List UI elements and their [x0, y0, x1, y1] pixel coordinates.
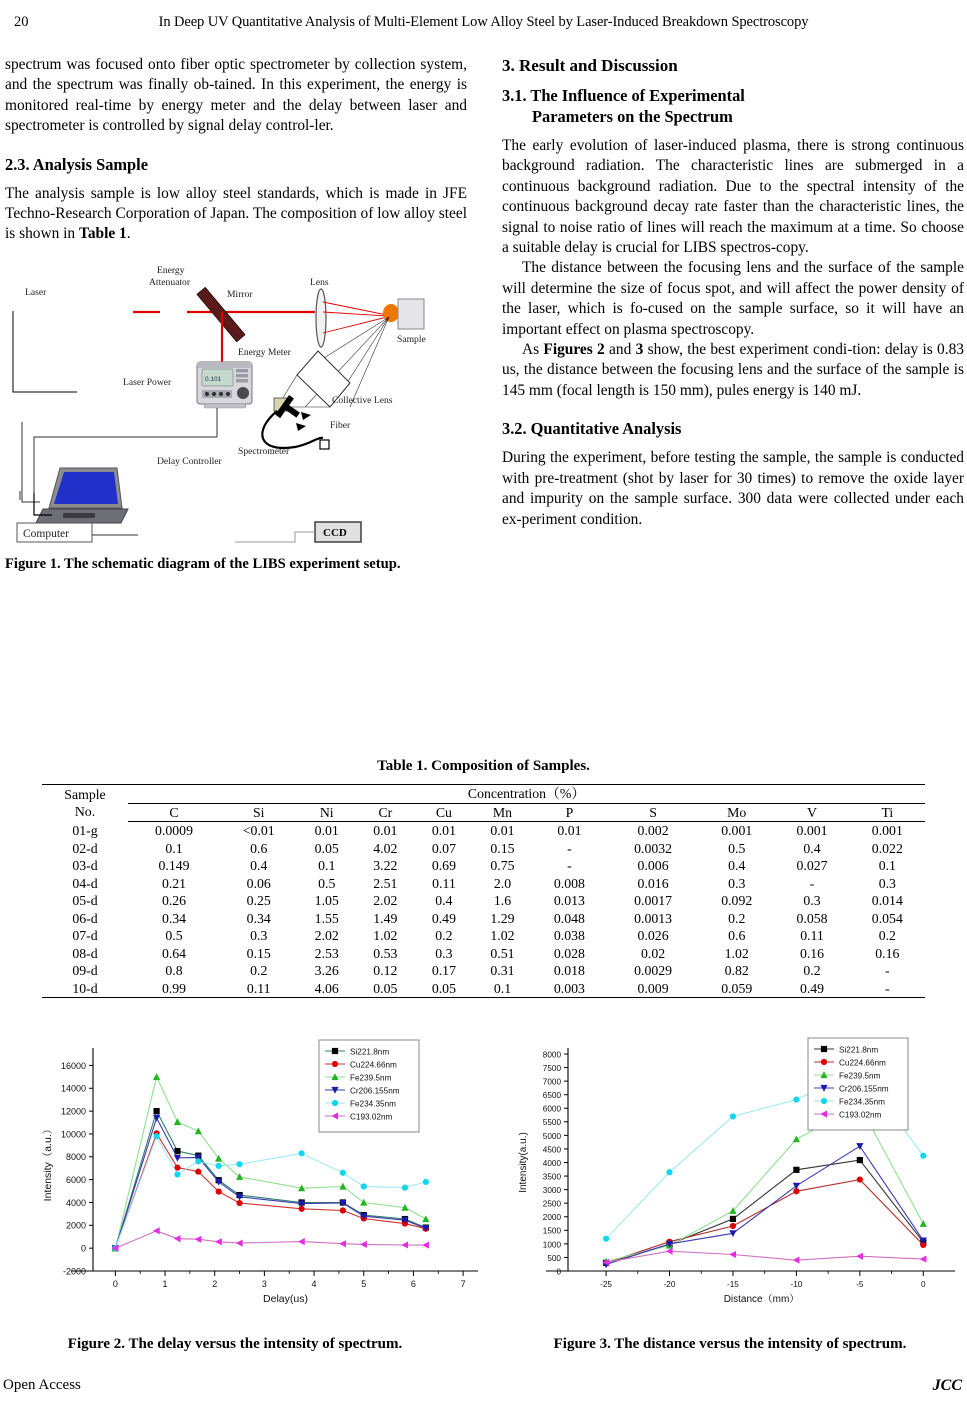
label-collective-lens: Collective Lens [332, 394, 393, 406]
x-tick-label: 7 [460, 1279, 466, 1289]
cell-S: 0.026 [637, 928, 669, 943]
table-row [42, 840, 925, 858]
data-point-marker [216, 1163, 222, 1169]
sample-block [398, 299, 424, 329]
right-column [502, 55, 964, 530]
y-tick-label: 5000 [542, 1131, 561, 1141]
table-1-block [42, 758, 925, 998]
heading-2-3: 2.3. Analysis Sample [5, 154, 148, 174]
cell-C: 0.34 [161, 910, 187, 926]
label-sample: Sample [397, 333, 426, 345]
legend-entry-label: Si221.8nm [839, 1045, 879, 1055]
col-header-V: V [774, 803, 849, 822]
cell-Ti: - [885, 963, 890, 978]
cell-S: 0.006 [637, 858, 669, 873]
cell-P: - [567, 858, 572, 873]
figure-1-caption: Figure 1. The schematic diagram of the LIBS experiment setup. [5, 555, 401, 572]
figure-3-caption: Figure 3. The distance versus the intensity of spectrum. [553, 1336, 907, 1352]
table-row [42, 857, 925, 875]
cell-P: 0.01 [557, 823, 582, 838]
cell-Cr: 3.22 [373, 858, 398, 873]
paragraph-2-3 [5, 184, 467, 245]
heading-3: 3. Result and Discussion [502, 56, 678, 75]
x-tick-label: -20 [663, 1280, 676, 1289]
legend-entry-label: Fe234.35nm [839, 1097, 885, 1107]
label-ccd: CCD [323, 526, 347, 539]
chart-svg [512, 1026, 967, 1321]
col-header-Ni: Ni [297, 803, 356, 822]
y-tick-label: 2500 [542, 1199, 561, 1209]
cell-Si: 0.2 [250, 963, 268, 978]
y-tick-label: 3000 [542, 1186, 561, 1196]
libs-setup-diagram [5, 255, 467, 550]
cell-P: 0.013 [553, 893, 585, 908]
table-row [42, 962, 925, 980]
paragraph-3-1-c-post: show, the best experiment condi-tion: delay is 0.83 us, the distance between the focusing lens and the surface of the sample is 145 mm (focal length is 150 mm), pules energy is 140 mJ. [502, 341, 964, 399]
y-tick-label: 4500 [542, 1145, 561, 1155]
cell-sample-no: 04-d [72, 875, 98, 891]
cell-Cr: 2.02 [373, 893, 398, 908]
cell-Ti: 0.022 [871, 840, 903, 856]
y-tick-label: 3500 [542, 1172, 561, 1182]
x-tick-label: 0 [112, 1279, 118, 1289]
label-energy-attenuator-1: Energy [157, 264, 185, 276]
heading-3-1-line2: Parameters on the Spectrum [532, 107, 733, 126]
figure-2-caption: Figure 2. The delay versus the intensity of spectrum. [67, 1336, 403, 1352]
cell-Ni: 4.06 [297, 980, 356, 998]
cell-C: 0.21 [161, 875, 187, 891]
y-tick-label: 4000 [65, 1197, 86, 1208]
x-axis-label: Distance（mm） [723, 1294, 800, 1305]
data-point-marker [821, 1046, 827, 1052]
x-tick-label: 0 [920, 1280, 926, 1289]
cell-Cr: 0.05 [356, 980, 415, 998]
y-tick-label: 8000 [65, 1152, 86, 1163]
cell-Cu: 0.4 [435, 893, 453, 908]
x-tick-label: 6 [410, 1279, 416, 1289]
meter-reading: 0.101 [205, 375, 222, 383]
cell-S: 0.0013 [634, 910, 673, 926]
label-lens: Lens [310, 276, 329, 288]
focusing-lens [316, 289, 326, 347]
table-row [42, 875, 925, 893]
legend-entry-label: C193.02nm [839, 1110, 882, 1120]
cell-Si: 0.6 [250, 840, 268, 856]
cell-sample-no: 05-d [72, 893, 98, 908]
cell-sample-no: 06-d [72, 910, 98, 926]
cell-Ni: 0.1 [318, 858, 336, 873]
cell-V: 0.2 [803, 963, 821, 978]
cell-Ti: 0.054 [871, 910, 903, 926]
data-point-marker [857, 1157, 863, 1163]
y-tick-label: 0 [556, 1267, 561, 1277]
legend-entry-label: Cr206.155nm [839, 1084, 889, 1094]
cell-V: 0.11 [800, 928, 824, 943]
cell-Ni: 1.05 [314, 893, 339, 908]
cell-Ti: 0.001 [871, 823, 903, 838]
cell-P: 0.003 [532, 980, 607, 998]
y-tick-label: 500 [547, 1253, 561, 1263]
cell-Ni: 2.53 [314, 945, 339, 961]
col-header-Mo: Mo [699, 803, 774, 822]
paragraph-2-3-text: The analysis sample is low alloy steel standards, which is made in JFE Techno-Research Corporation of Japan. The composition of low alloy steel is shown in Table 1. [5, 184, 467, 243]
y-tick-label: 10000 [60, 1129, 86, 1140]
col-header-Cu: Cu [415, 803, 474, 822]
cell-Mn: 0.75 [490, 858, 515, 873]
y-tick-label: 2000 [65, 1220, 86, 1231]
cell-Ni: 1.55 [314, 910, 339, 926]
cell-Ni: 0.5 [318, 875, 336, 891]
cell-Si: 0.4 [250, 858, 268, 873]
cell-Si: 0.3 [250, 928, 268, 943]
table-row [42, 980, 925, 998]
table-row [42, 892, 925, 910]
cell-Mo: 0.5 [728, 840, 746, 856]
cell-Si: 0.11 [220, 980, 297, 998]
table-1-title: Table 1. Composition of Samples. [377, 758, 590, 774]
x-axis-label: Delay(us) [263, 1293, 308, 1305]
figure-1-schematic [5, 255, 467, 555]
data-point-marker [793, 1096, 799, 1102]
cell-Si: 0.25 [246, 893, 271, 908]
cell-Mo: 0.4 [728, 858, 746, 873]
label-laser-power: Laser Power [123, 376, 172, 388]
legend-entry-label: Cu224.66nm [350, 1060, 397, 1070]
left-column [5, 55, 467, 574]
legend-entry-label: Si221.8nm [350, 1047, 390, 1057]
cell-Mo: 0.092 [721, 893, 753, 908]
legend-entry-label: Fe234.35nm [350, 1099, 396, 1109]
data-point-marker [236, 1200, 242, 1206]
cell-V: 0.16 [799, 945, 825, 961]
paragraph-3-1-c [502, 340, 964, 401]
cell-V: 0.49 [774, 980, 849, 998]
data-point-marker [340, 1207, 346, 1213]
data-point-marker [216, 1189, 222, 1195]
cell-P: - [567, 840, 572, 856]
cell-Mn: 1.02 [490, 928, 515, 943]
cell-V: 0.3 [803, 893, 821, 908]
data-point-marker [299, 1150, 305, 1156]
cell-Cu: 0.05 [415, 980, 474, 998]
cell-Mn: 0.01 [490, 823, 515, 838]
cell-Cu: 0.17 [431, 963, 456, 978]
table-head [42, 785, 925, 822]
cell-sample-no: 02-d [72, 840, 98, 856]
cell-Mo: 0.001 [721, 823, 753, 838]
cell-Mo: 0.82 [724, 963, 749, 978]
data-point-marker [920, 1153, 926, 1159]
cell-S: 0.016 [637, 875, 669, 891]
table-row [42, 945, 925, 963]
cell-Mo: 0.2 [728, 910, 746, 926]
cell-P: 0.048 [553, 910, 585, 926]
heading-3-1 [502, 85, 964, 127]
cell-Mn: 0.31 [490, 963, 515, 978]
cell-V: 0.4 [803, 840, 821, 856]
y-tick-label: 8000 [542, 1050, 561, 1060]
label-energy-meter: Energy Meter [238, 346, 291, 358]
figure-3-chart [512, 1026, 967, 1321]
y-tick-label: 14000 [60, 1083, 86, 1094]
chart-legend [319, 1040, 419, 1132]
cell-C: 0.99 [128, 980, 220, 998]
table-group-header-row [42, 785, 925, 804]
x-tick-label: -10 [790, 1280, 803, 1289]
data-point-marker [153, 1133, 159, 1139]
cell-Si: <0.01 [242, 823, 275, 838]
cell-Cu: 0.01 [431, 823, 456, 838]
cell-Ti: - [850, 980, 925, 998]
x-tick-label: 4 [311, 1279, 317, 1289]
y-tick-label: 5500 [542, 1118, 561, 1128]
col-header-Si: Si [220, 803, 297, 822]
cell-Cr: 4.02 [373, 840, 398, 856]
paragraph-continued: spectrum was focused onto fiber optic spectrometer by collection system, and the spectrum was finally ob-tained. In this experiment, the energy is monitored real-time by energy meter and the delay between laser and spectrometer is controlled by signal delay control-ler. [5, 56, 467, 135]
cell-C: 0.64 [161, 945, 187, 961]
concentration-group-header: Concentration（%） [128, 785, 925, 804]
legend-entry-label: Fe239.5nm [350, 1073, 392, 1083]
cell-C: 0.8 [165, 963, 183, 978]
col-header-Cr: Cr [356, 803, 415, 822]
paragraph-3-1-c-pre: As [522, 341, 544, 359]
data-point-marker [666, 1169, 672, 1175]
y-tick-label: 6000 [65, 1175, 86, 1186]
cell-Ti: 0.1 [878, 858, 896, 873]
cell-Ti: 0.2 [878, 928, 896, 943]
heading-3-2: 3.2. Quantitative Analysis [502, 419, 682, 439]
cell-Mo: 1.02 [724, 945, 749, 961]
data-point-marker [332, 1048, 338, 1054]
legend-entry-label: C193.02nm [350, 1112, 393, 1122]
cell-S: 0.0029 [634, 963, 673, 978]
y-tick-label: 1000 [542, 1240, 561, 1250]
running-title: In Deep UV Quantitative Analysis of Multi-Element Low Alloy Steel by Laser-Induced Breakdown Spectroscopy [158, 14, 809, 30]
data-point-marker [174, 1171, 180, 1177]
cell-Cr: 1.49 [373, 910, 398, 926]
cell-Ti: 0.3 [878, 875, 896, 891]
cell-Cu: 0.3 [435, 945, 453, 961]
cell-P: 0.028 [553, 945, 585, 961]
y-tick-label: 12000 [60, 1106, 86, 1117]
chart-legend [808, 1038, 908, 1130]
cell-Mn: 0.51 [490, 945, 515, 961]
figures-row [0, 1026, 967, 1326]
cell-Mo: 0.059 [699, 980, 774, 998]
open-access-label: Open Access [3, 1377, 81, 1393]
page-number: 20 [14, 14, 29, 30]
legend-entry-label: Fe239.5nm [839, 1071, 881, 1081]
x-tick-label: 2 [212, 1279, 218, 1289]
data-point-marker [793, 1167, 799, 1173]
y-tick-label: -2000 [62, 1266, 86, 1277]
cell-V: 0.001 [796, 823, 828, 838]
running-head [0, 14, 967, 38]
cell-Ti: 0.014 [871, 893, 903, 908]
cell-S: 0.0032 [634, 840, 673, 856]
cell-sample-no: 09-d [72, 963, 98, 978]
data-point-marker [195, 1169, 201, 1175]
paragraph-3-2: During the experiment, before testing the sample, the sample is conducted with pre-treatment (shot by laser for 30 times) to remove the oxide layer and impurity on the sample surface. 300 data were collected under each ex-periment condition. [502, 449, 964, 528]
cell-Mn: 1.29 [490, 910, 515, 926]
energy-meter-device [197, 362, 252, 408]
paragraph-3-1-a: The early evolution of laser-induced plasma, there is strong continuous background radiation. The characteristic lines are submerged in a continuous background radiation. Due to the spectral intensity of the continuous background decay rate faster than the characteristic lines, the signal to noise ratio of lines will reach the maximum at a time. So choose a suitable delay is crucial for LIBS spectros-copy. [502, 137, 964, 257]
table-column-header-row [42, 803, 925, 822]
cell-Cr: 0.12 [373, 963, 398, 978]
y-tick-label: 0 [80, 1243, 86, 1254]
y-axis-label: Intensity(a.u.) [518, 1132, 529, 1193]
cell-C: 0.0009 [155, 823, 193, 838]
data-point-marker [821, 1059, 827, 1065]
col-header-S: S [607, 803, 699, 822]
cell-Mn: 2.0 [493, 875, 512, 891]
cell-Mn: 1.6 [493, 893, 512, 908]
cell-sample-no: 01-g [72, 822, 98, 838]
label-delay-controller: Delay Controller [157, 455, 222, 467]
data-point-marker [821, 1098, 827, 1104]
sample-header-line1: Sample [64, 786, 106, 802]
cell-C: 0.1 [165, 840, 183, 856]
cell-Ni: 0.01 [314, 823, 339, 838]
cell-Cu: 0.11 [432, 875, 456, 891]
paragraph-3-1-b: The distance between the focusing lens and the surface of the sample will determine the size of focus spot, and will affect the power density of the laser, which is fo-cused on the sample surface, so it will have an important effect on plasma spectroscopy. [502, 259, 964, 338]
label-laser: Laser [25, 286, 47, 298]
label-computer: Computer [23, 527, 69, 540]
y-tick-label: 16000 [60, 1060, 86, 1071]
cell-Ni: 0.05 [314, 840, 339, 856]
sample-header-line2: No. [74, 804, 96, 820]
label-fiber: Fiber [330, 419, 351, 431]
cell-C: 0.26 [161, 893, 187, 908]
cell-Cu: 0.69 [431, 858, 456, 873]
cell-Mo: 0.3 [728, 875, 746, 891]
table-row [42, 910, 925, 928]
cell-Cr: 0.53 [373, 945, 398, 961]
y-tick-label: 6000 [542, 1104, 561, 1114]
data-point-marker [332, 1100, 338, 1106]
page-footer [0, 1377, 967, 1399]
cell-V: 0.027 [796, 858, 828, 873]
data-point-marker [361, 1183, 367, 1189]
data-point-marker [857, 1176, 863, 1182]
y-tick-label: 6500 [542, 1091, 561, 1101]
chart-svg [35, 1026, 490, 1321]
table-row [42, 927, 925, 945]
x-tick-label: -25 [600, 1280, 612, 1289]
data-point-marker [423, 1179, 429, 1185]
y-tick-label: 2000 [542, 1213, 561, 1223]
cell-Cu: 0.49 [431, 910, 456, 926]
data-point-marker [730, 1223, 736, 1229]
paragraph-3-1-c-mid: and [604, 341, 636, 359]
cell-Si: 0.06 [246, 875, 271, 891]
cell-S: 0.002 [637, 823, 669, 838]
cell-Cr: 0.01 [373, 823, 398, 838]
col-header-P: P [532, 803, 607, 822]
x-tick-label: 5 [361, 1279, 367, 1289]
cell-Ti: 0.16 [875, 945, 900, 961]
cell-P: 0.008 [553, 875, 585, 891]
y-tick-label: 7000 [542, 1077, 561, 1087]
heading-3-1-line1: 3.1. The Influence of Experimental [502, 86, 745, 105]
y-tick-label: 4000 [542, 1158, 561, 1168]
legend-entry-label: Cu224.66nm [839, 1058, 886, 1068]
table1-reference: Table 1 [78, 225, 127, 243]
cell-S: 0.02 [641, 945, 666, 961]
table-body [42, 822, 925, 998]
data-point-marker [402, 1185, 408, 1191]
y-tick-label: 1500 [542, 1226, 561, 1236]
figure-3-reference: 3 [635, 341, 644, 359]
cell-Mn: 0.1 [473, 980, 532, 998]
cell-sample-no: 03-d [72, 858, 98, 873]
data-point-marker [730, 1216, 736, 1222]
cell-Mo: 0.6 [728, 928, 746, 943]
cell-Cu: 0.07 [431, 840, 456, 856]
cell-Ni: 2.02 [314, 928, 339, 943]
cell-S: 0.0017 [634, 893, 673, 908]
data-point-marker [340, 1170, 346, 1176]
cell-C: 0.149 [158, 858, 190, 873]
cell-Cr: 2.51 [373, 875, 398, 891]
cell-V: 0.058 [796, 910, 828, 926]
cell-Mn: 0.15 [490, 840, 515, 856]
label-spectrometer: Spectrometer [238, 445, 290, 457]
cell-Cr: 1.02 [373, 928, 398, 943]
journal-abbrev: JCC [932, 1377, 962, 1394]
x-tick-label: 3 [261, 1279, 267, 1289]
cell-Cu: 0.2 [435, 928, 453, 943]
y-tick-label: 7500 [542, 1063, 561, 1073]
cell-sample-no: 10-d [42, 980, 128, 998]
cell-Ni: 3.26 [314, 963, 339, 978]
label-mirror: Mirror [227, 288, 253, 300]
col-header-Mn: Mn [473, 803, 532, 822]
cell-Si: 0.15 [246, 945, 271, 961]
cell-C: 0.5 [165, 928, 183, 943]
data-point-marker [332, 1061, 338, 1067]
figure-2-chart [35, 1026, 490, 1321]
data-point-marker [730, 1113, 736, 1119]
sample-no-header [42, 785, 128, 822]
cell-sample-no: 08-d [72, 945, 98, 961]
label-energy-attenuator-2: Attenuator [149, 276, 191, 288]
y-axis-label: Intensity（a.u.） [42, 1123, 54, 1202]
col-header-C: C [128, 803, 220, 822]
x-tick-label: 1 [162, 1279, 168, 1289]
cell-P: 0.018 [553, 963, 585, 978]
cell-P: 0.038 [553, 928, 585, 943]
cell-V: - [809, 875, 815, 891]
composition-table [42, 784, 925, 998]
legend-entry-label: Cr206.155nm [350, 1086, 400, 1096]
data-point-marker [153, 1108, 159, 1114]
cell-sample-no: 07-d [72, 928, 98, 943]
table-row [42, 822, 925, 840]
x-tick-label: -5 [856, 1280, 864, 1289]
cell-Si: 0.34 [246, 910, 271, 926]
figures-2-reference: Figures 2 [543, 341, 605, 359]
data-point-marker [603, 1236, 609, 1242]
x-tick-label: -15 [727, 1280, 739, 1289]
two-column-body [2, 55, 965, 745]
data-point-marker [236, 1161, 242, 1167]
cell-S: 0.009 [607, 980, 699, 998]
data-point-marker [195, 1158, 201, 1164]
col-header-Ti: Ti [850, 803, 925, 822]
